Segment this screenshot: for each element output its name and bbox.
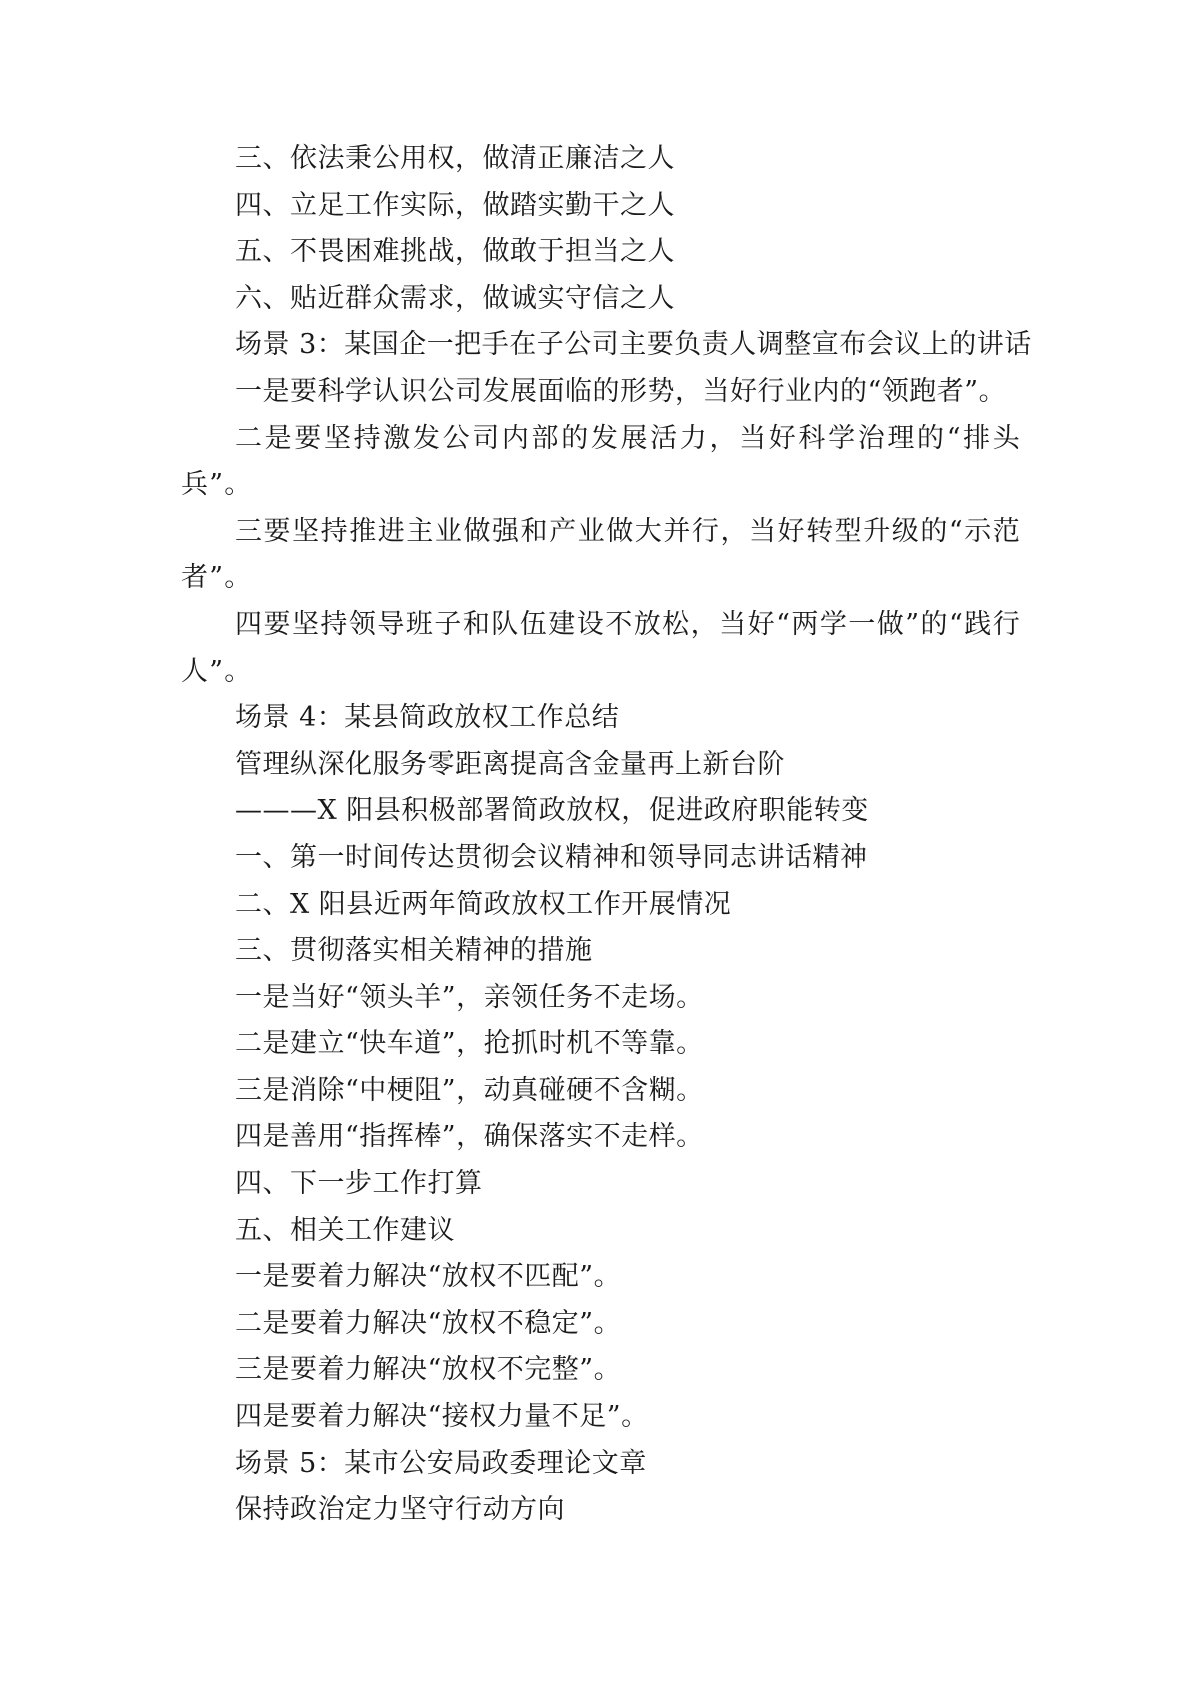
scene-heading: 场景 4：某县简政放权工作总结 <box>235 702 620 734</box>
paragraph: 五、不畏困难挑战，做敢于担当之人 <box>235 236 675 268</box>
section-heading: 三、贯彻落实相关精神的措施 <box>235 935 593 967</box>
scene-heading: 场景 3：某国企一把手在子公司主要负责人调整宣布会议上的讲话 <box>235 329 1032 361</box>
paragraph: 三要坚持推进主业做强和产业做大并行，当好转型升级的“示范者”。 <box>181 515 1021 594</box>
paragraph: 一是当好“领头羊”，亲领任务不走场。 <box>235 981 704 1013</box>
article-subtitle: ———X 阳县积极部署简政放权，促进政府职能转变 <box>235 795 869 827</box>
paragraph: 四是要着力解决“接权力量不足”。 <box>235 1401 649 1433</box>
paragraph: 四、立足工作实际，做踏实勤干之人 <box>235 189 675 221</box>
paragraph: 一是要着力解决“放权不匹配”。 <box>235 1261 622 1293</box>
article-title: 保持政治定力坚守行动方向 <box>235 1494 565 1526</box>
paragraph: 三是要着力解决“放权不完整”。 <box>235 1354 622 1386</box>
paragraph: 四要坚持领导班子和队伍建设不放松，当好“两学一做”的“践行人”。 <box>181 608 1021 687</box>
paragraph: 二是要着力解决“放权不稳定”。 <box>235 1307 622 1339</box>
article-title: 管理纵深化服务零距离提高含金量再上新台阶 <box>235 748 785 780</box>
paragraph: 二是要坚持激发公司内部的发展活力，当好科学治理的“排头兵”。 <box>181 422 1021 501</box>
paragraph: 二是建立“快车道”，抢抓时机不等靠。 <box>235 1028 704 1060</box>
section-heading: 一、第一时间传达贯彻会议精神和领导同志讲话精神 <box>235 841 868 873</box>
paragraph: 一是要科学认识公司发展面临的形势，当好行业内的“领跑者”。 <box>235 375 1007 407</box>
section-heading: 二、X 阳县近两年简政放权工作开展情况 <box>235 888 732 920</box>
paragraph: 四是善用“指挥棒”，确保落实不走样。 <box>235 1121 704 1153</box>
section-heading: 五、相关工作建议 <box>235 1214 455 1246</box>
paragraph: 三、依法秉公用权，做清正廉洁之人 <box>235 143 675 174</box>
document-body <box>181 136 1032 1534</box>
scene-heading: 场景 5：某市公安局政委理论文章 <box>235 1447 647 1479</box>
paragraph: 三是消除“中梗阻”，动真碰硬不含糊。 <box>235 1074 704 1106</box>
paragraph: 六、贴近群众需求，做诚实守信之人 <box>235 282 675 314</box>
section-heading: 四、下一步工作打算 <box>235 1168 483 1200</box>
